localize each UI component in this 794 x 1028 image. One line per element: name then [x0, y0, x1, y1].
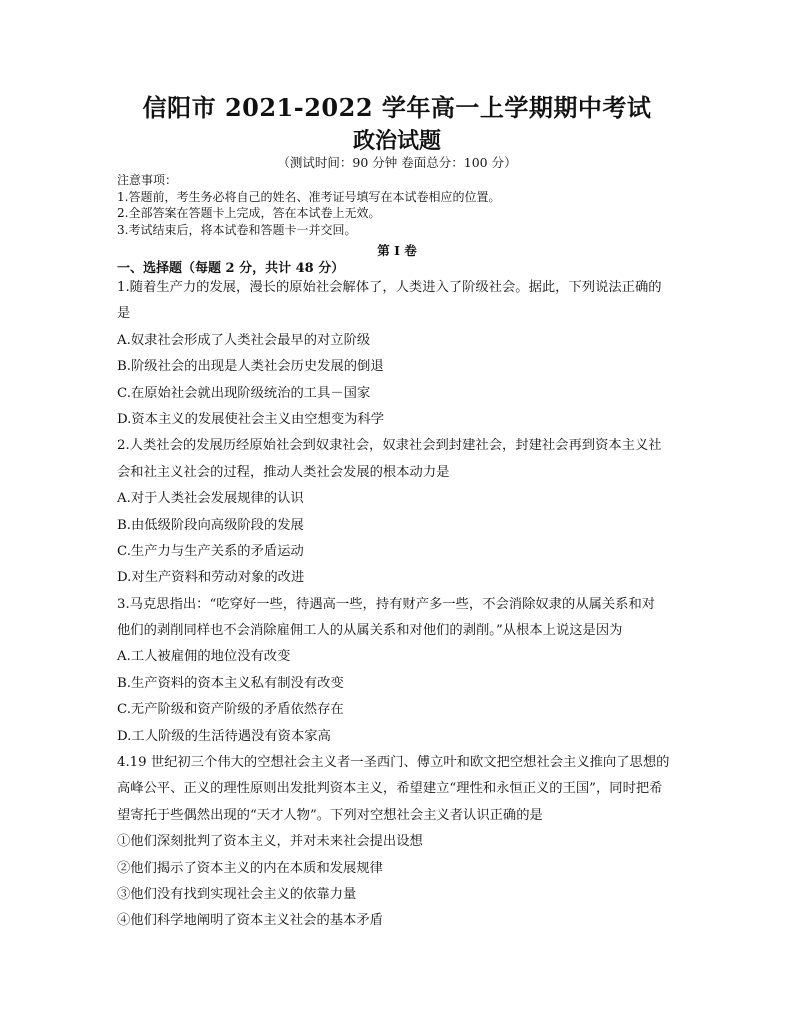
question-option: D.对生产资料和劳动对象的改进: [117, 570, 305, 586]
question-option: D.工人阶级的生活待遇没有资本家高: [117, 728, 331, 744]
question-option: B.阶级社会的出现是人类社会历史发展的倒退: [117, 359, 384, 375]
question-option: B.由低级阶段向高级阶段的发展: [117, 517, 304, 533]
question-stem-line: 4.19 世纪初三个伟大的空想社会主义者一圣西门、傅立叶和欧文把空想社会主义推向了思想的: [117, 755, 670, 771]
section-heading: 一、选择题（每题 2 分，共计 48 分）: [117, 261, 345, 276]
exam-subject-title: 政治试题: [352, 128, 441, 154]
question-4: [117, 750, 687, 935]
notes-block: [117, 172, 697, 238]
exam-time-info: （测试时间：90 分钟 卷面总分：100 分）: [277, 155, 517, 170]
question-stem-line: 2.人类社会的发展历经原始社会到奴隶社会，奴隶社会到封建社会，封建社会再到资本主义社: [117, 438, 662, 454]
question-option: ②他们揭示了资本主义的内在本质和发展规律: [117, 860, 383, 876]
question-option: D.资本主义的发展使社会主义由空想变为科学: [117, 411, 385, 427]
question-stem-line: 1.随着生产力的发展，漫长的原始社会解体了，人类进入了阶级社会。据此，下列说法正确的: [117, 280, 662, 295]
question-option: C.在原始社会就出现阶级统治的工具－国家: [117, 385, 371, 401]
question-option: B.生产资料的资本主义私有制没有改变: [117, 675, 344, 691]
question-3: [117, 592, 687, 750]
exam-title: 信阳市 2021-2022 学年高一上学期期中考试: [142, 93, 652, 122]
question-option: C.生产力与生产关系的矛盾运动: [117, 543, 304, 559]
notes-heading: 注意事项：: [117, 173, 178, 187]
question-stem-line: 是: [117, 306, 131, 322]
volume-title: 第 I 卷: [377, 243, 417, 258]
question-stem-line: 他们的剥削同样也不会消除雇佣工人的从属关系和对他们的剥削。”从根本上说这是因为: [117, 623, 623, 639]
question-option: A.对于人类社会发展规律的认识: [117, 491, 304, 507]
question-stem-line: 高峰公平、正义的理性原则出发批判资本主义，希望建立“理性和永恒正义的王国”，同时把希: [117, 781, 663, 797]
question-stem-line: 望寄托于些偶然出现的“天才人物”。下列对空想社会主义者认识正确的是: [117, 807, 543, 823]
question-option: ③他们没有找到实现社会主义的依靠力量: [117, 886, 357, 902]
note-item: 3.考试结束后，将本试卷和答题卡一并交回。: [117, 222, 357, 237]
note-item: 1.答题前，考生务必将自己的姓名、准考证号填写在本试卷相应的位置。: [117, 189, 501, 204]
question-option: A.工人被雇佣的地位没有改变: [117, 649, 291, 665]
question-option: C.无产阶级和资产阶级的矛盾依然存在: [117, 702, 344, 718]
question-list: [117, 275, 687, 935]
question-1: [117, 275, 687, 433]
question-option: ④他们科学地阐明了资本主义社会的基本矛盾: [117, 913, 383, 929]
question-option: A.奴隶社会形成了人类社会最早的对立阶级: [117, 332, 371, 348]
question-stem-line: 会和社主义社会的过程，推动人类社会发展的根本动力是: [117, 464, 450, 480]
question-2: [117, 433, 687, 591]
question-option: ①他们深刻批判了资本主义，并对未来社会提出设想: [117, 834, 423, 850]
note-item: 2.全部答案在答题卡上完成，答在本试卷上无效。: [117, 206, 381, 220]
question-stem-line: 3.马克思指出：“吃穿好一些，待遇高一些，持有财产多一些，不会消除奴隶的从属关系和对: [117, 596, 656, 612]
